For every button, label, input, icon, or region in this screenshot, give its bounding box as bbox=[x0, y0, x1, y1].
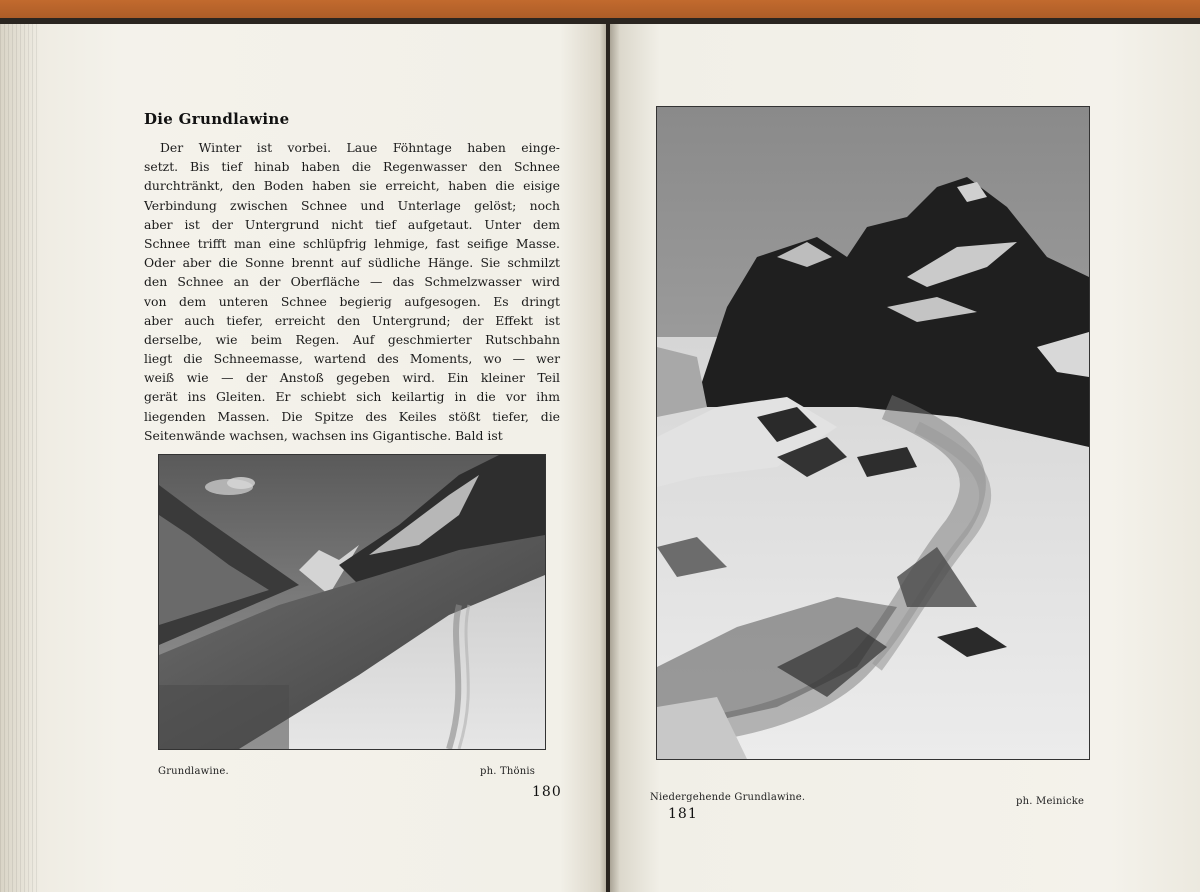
text-line: von dem unteren Schnee begierig aufgesogen. Es dringt bbox=[144, 293, 560, 309]
text-line: setzt. Bis tief hinab haben die Regenwasser den Schnee bbox=[144, 159, 560, 175]
text-line: aber ist der Untergrund nicht tief aufgetaut. Unter dem bbox=[144, 216, 560, 232]
text-line: liegenden Massen. Die Spitze des Keiles stößt tiefer, die bbox=[144, 408, 560, 424]
text-line: gerät ins Gleiten. Er schiebt sich keilartig in die vor ihm bbox=[144, 389, 560, 405]
text-line: Schnee trifft man eine schlüpfrig lehmige, fast seifige Masse. bbox=[144, 235, 560, 251]
page-edges bbox=[0, 24, 40, 892]
right-page bbox=[610, 24, 1200, 892]
photo-credit: ph. Meinicke bbox=[1016, 796, 1085, 807]
open-book bbox=[0, 18, 1200, 892]
text-line: Der Winter ist vorbei. Laue Föhntage haben einge- bbox=[160, 140, 560, 155]
body-text bbox=[144, 138, 560, 445]
photo-caption: Niedergehende Grundlawine. bbox=[650, 792, 806, 803]
page-number: 180 bbox=[532, 784, 562, 800]
page-number: 181 bbox=[668, 806, 698, 822]
text-line: den Schnee an der Oberfläche — das Schmelzwasser wird bbox=[144, 274, 560, 290]
left-page bbox=[0, 24, 606, 892]
text-line: durchtränkt, den Boden haben sie erreicht, haben die eisige bbox=[144, 178, 560, 194]
photo-credit: ph. Thönis bbox=[480, 766, 536, 777]
text-line: weiß wie — der Anstoß gegeben wird. Ein kleiner Teil bbox=[144, 370, 560, 386]
photo-caption: Grundlawine. bbox=[158, 766, 229, 777]
text-line: Verbindung zwischen Schnee und Unterlage gelöst; noch bbox=[144, 197, 560, 213]
section-heading: Die Grundlawine bbox=[144, 110, 290, 128]
text-line: aber auch tiefer, erreicht den Untergrund; der Effekt ist bbox=[144, 312, 560, 328]
avalanche-peaks-photo bbox=[656, 106, 1090, 760]
text-line: liegt die Schneemasse, wartend des Moments, wo — wer bbox=[144, 351, 560, 367]
text-line: Oder aber die Sonne brennt auf südliche Hänge. Sie schmilzt bbox=[144, 255, 560, 271]
text-line: Seitenwände wachsen, wachsen ins Gigantische. Bald ist bbox=[144, 427, 503, 443]
text-line: derselbe, wie beim Regen. Auf geschmierter Rutschbahn bbox=[144, 331, 560, 347]
avalanche-valley-photo bbox=[158, 454, 546, 750]
